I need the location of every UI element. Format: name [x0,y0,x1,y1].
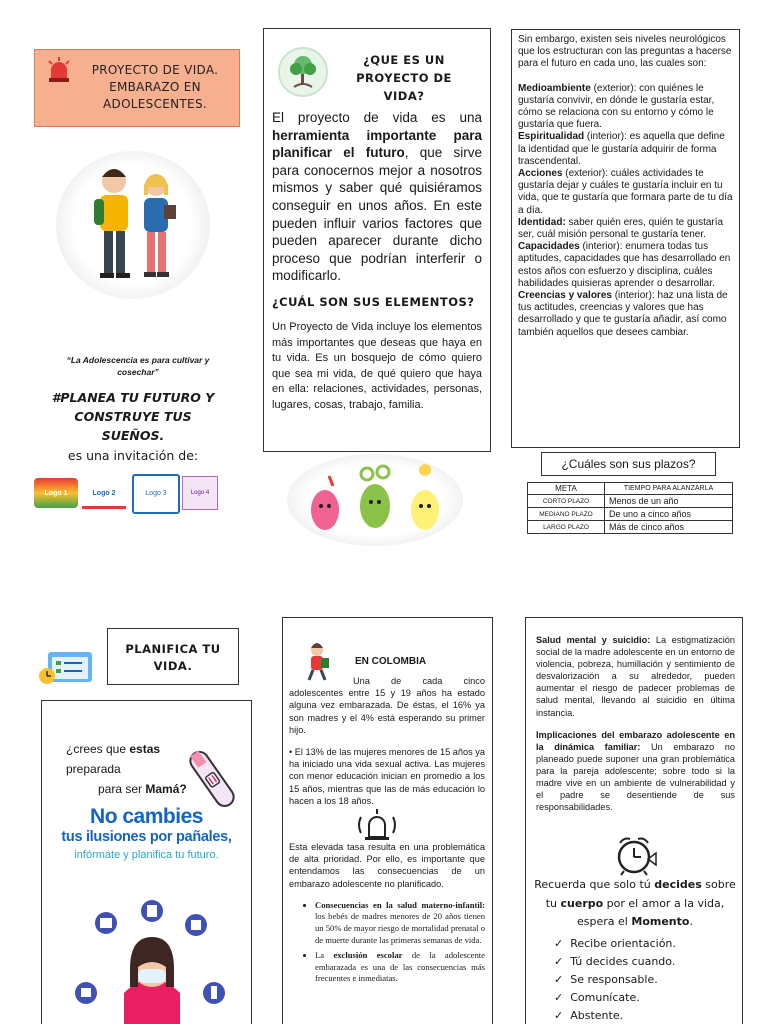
logo-4 [182,476,218,510]
plazos-tiempo-cell: Menos de un año [605,495,733,508]
title-text: PROYECTO DE VIDA. EMBARAZO EN ADOLESCENTES. [91,63,219,111]
recuerda-text [532,876,738,932]
question-text-a: ¿crees que [66,742,130,756]
question-text-mama: Mamá? [145,782,187,796]
nivel-text: (interior): es aquella que define la identidad que le gustaría adquirir de forma trascendental. [518,131,725,167]
consequence-term: Consecuencias en la salud materno-infantil: [315,899,485,910]
salud-paragraph-2 [536,729,735,814]
headline-informate: infórmate y planifica tu futuro. [74,849,219,861]
alarm-clock-icon [612,833,660,877]
check-label: Abstente. [570,1009,624,1022]
check-item [554,954,734,969]
checkmark-icon: ✓ [554,991,564,1004]
recuerda-2b: cuerpo [560,896,604,910]
consequences-list [289,900,485,985]
colombia-box [282,617,493,1024]
quote-text: “La Adolescencia es para cultivar y cosechar” [66,355,210,377]
plazos-title-box [541,452,716,476]
students-illustration [56,151,210,299]
checkmark-icon: ✓ [554,1009,564,1022]
colombia-content [289,675,485,989]
alarm-light-icon [45,56,73,84]
recuerda-1c: sobre [701,878,736,891]
question-text-b: estas [129,742,161,756]
proyecto-vida-box [263,28,491,452]
consequence-item [315,900,485,946]
definition-text-bold: herramienta importante para planificar el futuro [272,127,482,161]
plazos-row [528,521,733,534]
plazos-header-meta: META [528,483,605,495]
definition-paragraph [272,109,482,285]
check-item [554,1008,734,1023]
niveles-box [511,29,740,448]
check-item [554,936,734,951]
logo-1 [34,478,78,508]
question-text-line2: para ser [98,782,146,796]
checklist-calendar-icon [36,648,100,686]
consequence-term: exclusión escolar [333,950,403,961]
nivel-text: (interior): haz una lista de tus actitudes, creencias y valores que has desarrollado y que te gustaría añadir, así como también aquellos que desees cambiar. [518,290,728,338]
recuerda-line-2 [532,895,738,914]
recuerda-1b: decides [654,878,702,891]
recuerda-line-3 [532,913,738,932]
colombia-paragraph-3: Esta elevada tasa resulta en una problemática de alta prioridad. Por ello, es importante que entendamos las consecuencias de un embarazo adolescente no planificado. [289,842,485,889]
niveles-list [518,83,733,339]
salud-paragraph-1 [536,634,735,719]
sponsor-logos [34,474,220,512]
recuerda-2a: tu [545,896,561,910]
nivel-item [518,168,733,217]
salud-box [525,617,743,1024]
logo-1-label: Logo 1 [44,490,68,497]
logo-3 [132,474,180,514]
definition-text-c: , que sirve para conocernos mejor a nosotros mismos y saber qué quisiéramos conseguir en unos años. En este pueden influir varios factores que pueden aparecer durante dicho proceso que podrían interferir o modificarlo. [272,145,483,284]
nivel-text: saber quién eres, quién te gustaría ser, cuál misión personal te gustaría tener. [518,216,724,241]
slogan-text: #PLANEA TU FUTURO Y CONSTRUYE TUS SUEÑOS. [51,390,215,443]
logo-3-label: Logo 3 [145,490,167,497]
heading-que-es: ¿QUE ES UN PROYECTO DE VIDA? [356,53,452,103]
nivel-item [518,217,733,241]
check-label: Tú decides cuando. [570,955,676,968]
colombia-paragraph-1: Una de cada cinco adolescentes entre 15 y 19 años ha estado alguna vez embarazada. De éstas, el 16% ya son madres y el 4% está esperando su primer hijo. [289,676,485,735]
heading-elementos: ¿CUÁL SON SUS ELEMENTOS? [272,295,475,309]
checks-list [554,936,734,1024]
colombia-heading: EN COLOMBIA [355,656,427,667]
plazos-title: ¿Cuáles son sus plazos? [561,457,696,471]
elements-paragraph: Un Proyecto de Vida incluye los elementos más importantes que deseas que haya en tu vida. Es un bosquejo de cómo quiero que sea mi vida, de qué quiero que haya en ella: relaciones, actividades, personas, lugares, cosas, trabajo, familia. [272,321,482,411]
nivel-item [518,83,733,132]
plazos-meta-cell: CORTO PLAZO [528,495,605,508]
consequence-pre: La [315,950,334,961]
consequence-text: de la adolescente embarazada es una de las consecuencias más frecuentes e inmediatas. [315,950,485,984]
logo-2 [82,480,126,509]
woman-mask-illustration [72,897,232,1024]
nivel-text: (interior): enumera todas tus aptitudes, capacidades que has desarrollado en estos años con esfuerzo y disciplina, cuáles habilidades quisieras aprender o desarrollar. [518,241,731,289]
plazos-meta-cell: MEDIANO PLAZO [528,508,605,521]
plazos-meta-cell: LARGO PLAZO [528,521,605,534]
recuerda-line-1 [532,876,738,895]
nivel-item [518,131,733,168]
check-item [554,972,734,987]
nivel-term: Espiritualidad [518,131,585,143]
check-label: Comunícate. [570,991,640,1004]
ideas-figures-illustration [287,454,463,546]
salud-text-2: Un embarazo no planeado puede suponer una gran problemática para la pareja adolescente; sobre todo si la madre vive en un ambiente de vulnerabilidad y el padre se desentiende de sus responsabilidades. [536,741,735,813]
checkmark-icon: ✓ [554,937,564,950]
nivel-text: (exterior): cuáles actividades te gustaría dejar y cuáles te gustaría incluir en tu vida, que te gustaría que formara parte de tu día a día. [518,168,733,216]
consequence-text: los bebés de madres menores de 20 años tienen un 50% de mayor riesgo de mortalidad prenatal o de muerte durante las primeras semanas de vida. [315,911,485,945]
salud-term-1: Salud mental y suicidio: [536,635,651,645]
recuerda-3b: Momento [631,915,690,928]
alarm-ring-icon [289,807,485,841]
salud-term-2: Implicaciones del embarazo adolescente en la dinámica familiar: [536,729,735,752]
recuerda-1a: Recuerda que solo tú [534,878,655,891]
nivel-term: Creencias y valores [518,290,612,302]
plazos-tiempo-cell: De uno a cinco años [605,508,733,521]
plazos-row [528,508,733,521]
recuerda-3a: espera el [577,915,632,928]
nivel-item [518,241,733,290]
check-label: Se responsable. [570,973,658,986]
plazos-table [527,482,733,534]
plazos-header-tiempo: TIEMPO PARA ALANZARLA [605,483,733,495]
plazos-row [528,495,733,508]
nivel-term: Acciones [518,168,563,180]
nivel-text: (exterior): con quiénes le gustaría convivir, en dónde le gustaría estar, cómo se relaciona con su entorno y cómo le gustaría que fuera. [518,82,715,131]
recuerda-3c: . [689,915,693,928]
planifica-text: PLANIFICA TU VIDA. [125,642,221,673]
invitation-text: es una invitación de: [67,448,199,463]
checkmark-icon: ✓ [554,955,564,968]
salud-text-1: La estigmatización social de la madre adolescente en un entorno de violencia, pobreza, humillación y sentimiento de desvalorización a su alrededor, pueden aumentar el riesgo de padecer problemas de salud mental, llevando al suicidio en última instancia. [536,635,735,718]
headline-ilusiones: tus ilusiones por pañales, [61,829,232,845]
logo-2-label: Logo 2 [92,490,116,497]
salud-content [536,634,735,813]
plazos-tiempo-cell: Más de cinco años [605,521,733,534]
mama-box [41,700,252,1024]
logo-4-label: Logo 4 [190,490,210,496]
nivel-item [518,290,733,339]
headline-no-cambies: No cambies [90,805,203,828]
title-box [34,49,240,127]
question-text-c: preparada [66,762,121,776]
nivel-term: Medioambiente [518,82,591,94]
check-item [554,990,734,1005]
recuerda-2c: por el amor a la vida, [603,896,725,910]
nivel-term: Identidad: [518,216,566,228]
definition-text-a: El proyecto de vida es una [272,110,482,125]
nivel-term: Capacidades [518,241,580,253]
plant-icon [278,47,328,97]
colombia-paragraph-2: • El 13% de las mujeres menores de 15 años ya ha iniciado una vida sexual activa. Las mujeres con menor educación inician en promedio a los 15 años, mientras que las de más educación lo hacen a los 18 años. [289,747,485,806]
niveles-intro: Sin embargo, existen seis niveles neurológicos que los estructuran con las preguntas a hacerse para el futuro en cada uno, las cuales son: [518,34,732,70]
consequence-item [315,950,485,985]
planifica-box [107,628,239,685]
checkmark-icon: ✓ [554,973,564,986]
check-label: Recibe orientación. [570,937,676,950]
